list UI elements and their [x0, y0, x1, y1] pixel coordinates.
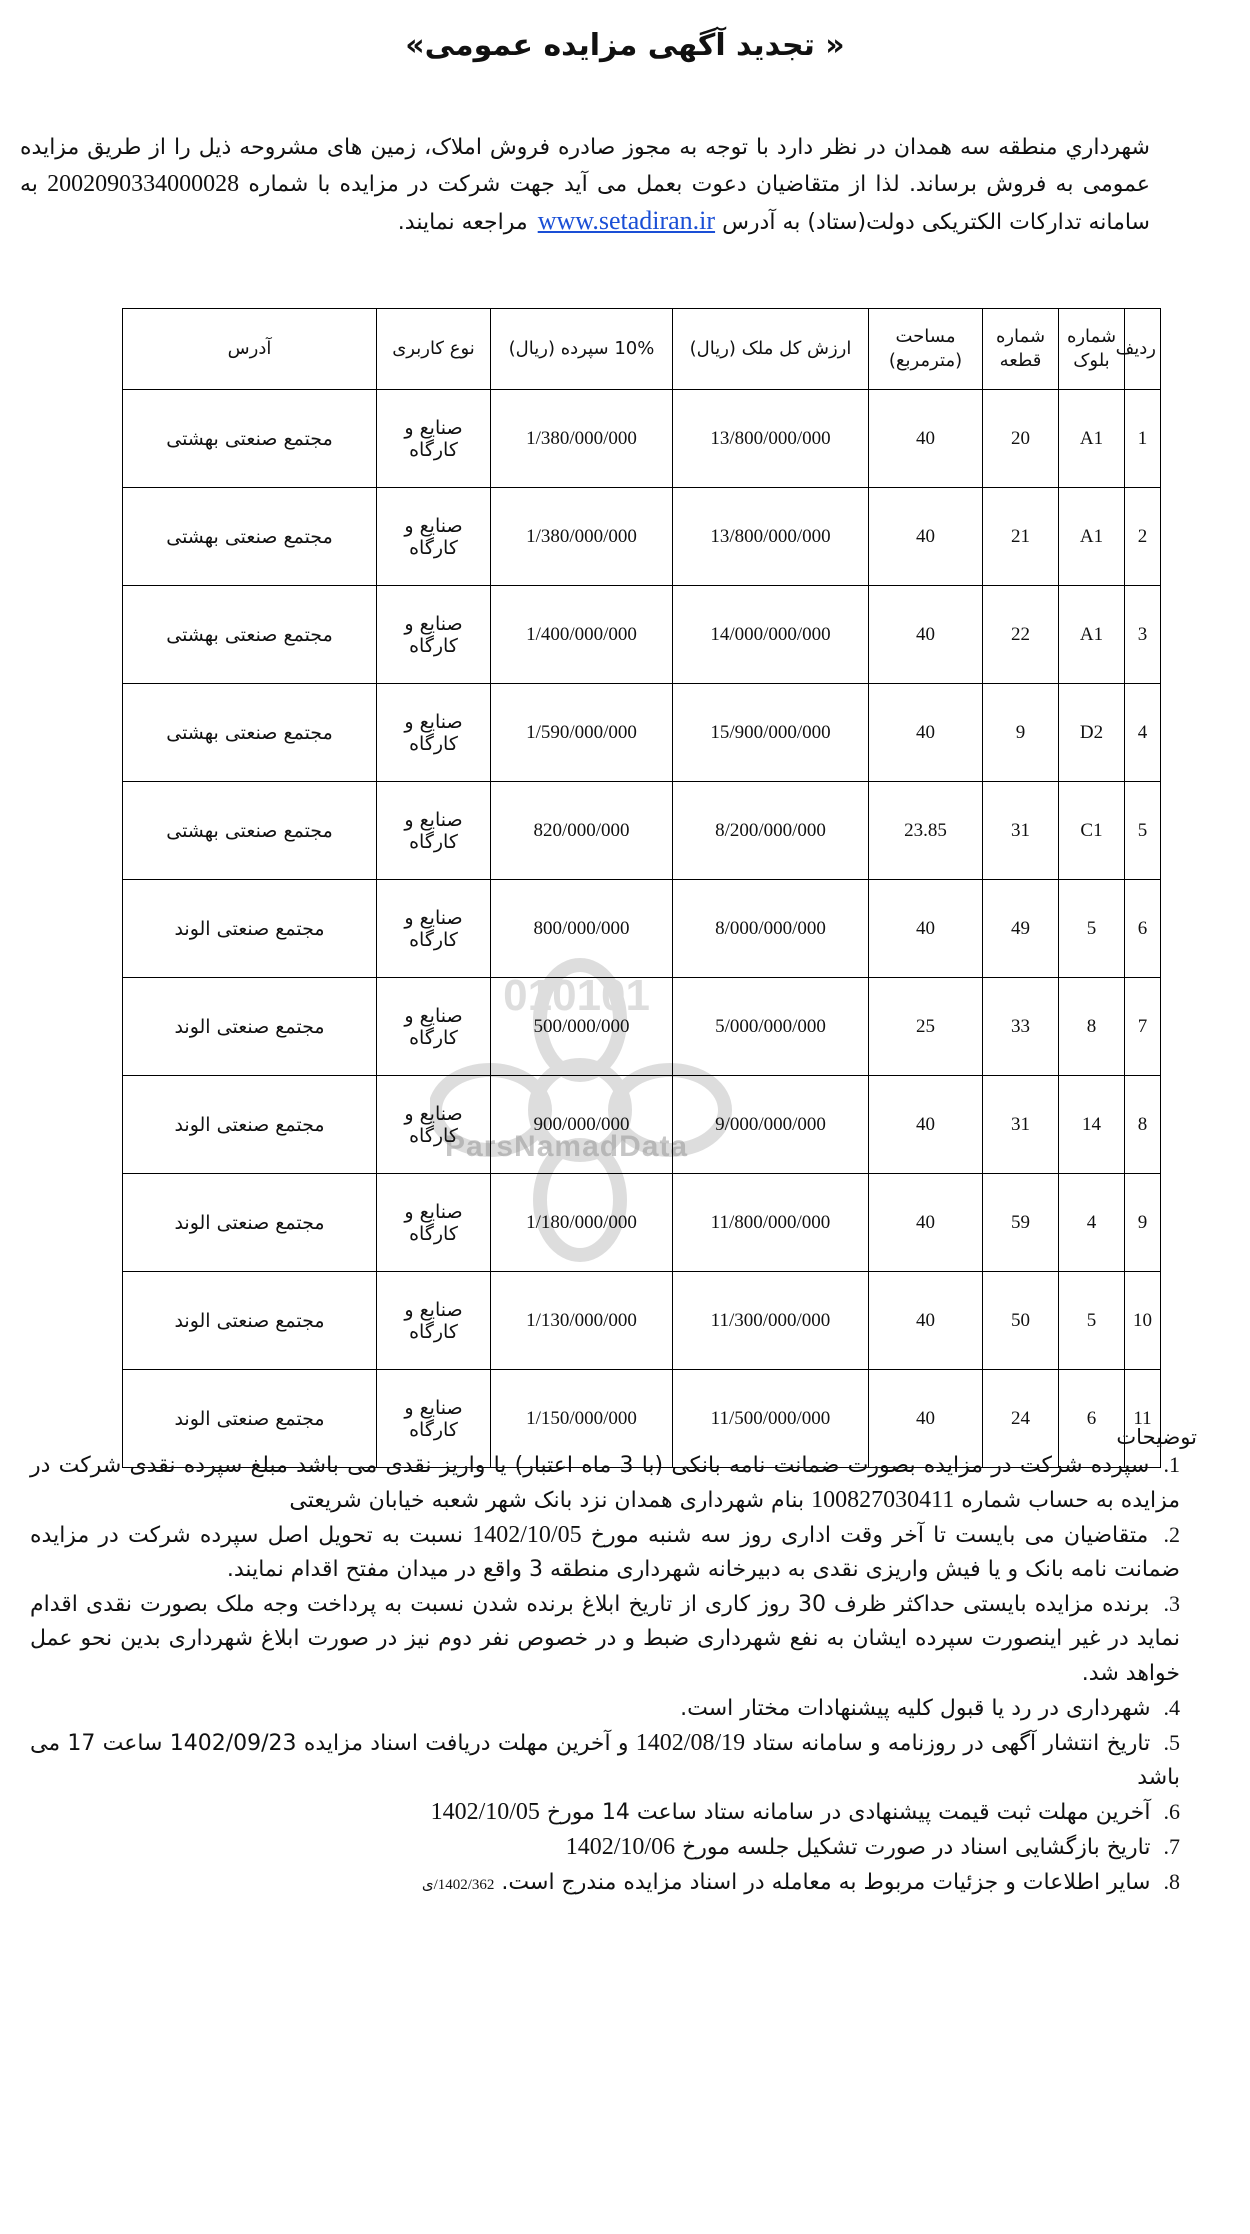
watermark-digits: 010101 — [503, 971, 650, 1020]
auction-table — [122, 308, 1161, 1468]
cell-plot: 24 — [983, 1370, 1059, 1468]
header-value: ارزش کل ملک (ريال) — [673, 309, 869, 390]
note-value: 1402/10/05 — [472, 1522, 582, 1548]
cell-plot: 50 — [983, 1272, 1059, 1370]
cell-area: 40 — [869, 1272, 983, 1370]
cell-deposit: 900/000/000 — [491, 1076, 673, 1174]
cell-usage: صنایع و کارگاه — [377, 1272, 491, 1370]
note-item — [30, 1518, 1180, 1587]
header-area: مساحت (مترمربع) — [869, 309, 983, 390]
header-row-number: ردیف — [1125, 309, 1161, 390]
cell-deposit: 820/000/000 — [491, 782, 673, 880]
cell-block: 6 — [1059, 1370, 1125, 1468]
cell-usage: صنایع و کارگاه — [377, 488, 491, 586]
cell-area: 40 — [869, 488, 983, 586]
cell-value: 11/300/000/000 — [673, 1272, 869, 1370]
note-text: سپرده شرکت در مزایده بصورت ضمانت نامه بانکی (با 3 ماه اعتبار) یا واریز نقدی می باشد مبلغ سپرده نقدی شرکت در مزایده به حساب شماره — [30, 1453, 1180, 1513]
table-header-row — [123, 309, 1161, 390]
cell-area: 40 — [869, 1174, 983, 1272]
notes-list — [30, 1448, 1180, 1902]
table-row — [123, 782, 1161, 880]
table-row — [123, 1272, 1161, 1370]
cell-value: 8/000/000/000 — [673, 880, 869, 978]
cell-plot: 9 — [983, 684, 1059, 782]
note-text-tail: بنام شهرداری همدان نزد بانک شهر شعبه خیابان شریعتی — [289, 1488, 805, 1513]
note-number: 3. — [1163, 1591, 1180, 1616]
cell-deposit: 800/000/000 — [491, 880, 673, 978]
table-row — [123, 586, 1161, 684]
cell-deposit: 1/380/000/000 — [491, 488, 673, 586]
cell-block: 4 — [1059, 1174, 1125, 1272]
cell-plot: 33 — [983, 978, 1059, 1076]
note-text: آخرین مهلت ثبت قیمت پیشنهادی در سامانه ستاد ساعت 14 مورخ — [546, 1800, 1151, 1825]
cell-block: A1 — [1059, 586, 1125, 684]
cell-row-number: 4 — [1125, 684, 1161, 782]
cell-plot: 20 — [983, 390, 1059, 488]
cell-usage: صنایع و کارگاه — [377, 880, 491, 978]
note-value: 1402/10/06 — [565, 1834, 676, 1860]
note-number: 4. — [1163, 1695, 1180, 1720]
cell-value: 8/200/000/000 — [673, 782, 869, 880]
table-row — [123, 978, 1161, 1076]
intro-text-1: شهرداري منطقه سه همدان در نظر دارد با توجه به مجوز صادره فروش املاک، زمین های مشروحه ذیل را از طریق مزایده عمومی به فروش برساند. لذا از متقاضیان دعوت بعمل می آید جهت شرکت در مزایده با شماره — [20, 135, 1150, 197]
cell-address: مجتمع صنعتی الوند — [123, 1370, 377, 1468]
cell-value: 11/800/000/000 — [673, 1174, 869, 1272]
cell-value: 14/000/000/000 — [673, 586, 869, 684]
cell-area: 40 — [869, 390, 983, 488]
cell-address: مجتمع صنعتی بهشتی — [123, 586, 377, 684]
cell-area: 40 — [869, 1076, 983, 1174]
cell-usage: صنایع و کارگاه — [377, 978, 491, 1076]
table-row — [123, 488, 1161, 586]
cell-block: 14 — [1059, 1076, 1125, 1174]
cell-block: 5 — [1059, 880, 1125, 978]
cell-usage: صنایع و کارگاه — [377, 390, 491, 488]
cell-block: 5 — [1059, 1272, 1125, 1370]
notes-heading: توضیحات — [1116, 1425, 1197, 1449]
cell-area: 40 — [869, 1370, 983, 1468]
cell-area: 40 — [869, 880, 983, 978]
intro-paragraph — [20, 130, 1150, 241]
note-value: 100827030411 — [811, 1487, 955, 1513]
cell-address: مجتمع صنعتی الوند — [123, 1076, 377, 1174]
header-plot: شماره قطعه — [983, 309, 1059, 390]
watermark-brand: ParsNamadData — [445, 1130, 689, 1163]
note-text: تاریخ انتشار آگهی در روزنامه و سامانه ستاد — [752, 1731, 1151, 1756]
cell-deposit: 1/380/000/000 — [491, 390, 673, 488]
cell-area: 40 — [869, 684, 983, 782]
cell-block: 8 — [1059, 978, 1125, 1076]
cell-usage: صنایع و کارگاه — [377, 1174, 491, 1272]
cell-deposit: 1/180/000/000 — [491, 1174, 673, 1272]
page-title: « تجدید آگهی مزایده عمومی» — [405, 28, 845, 63]
note-number: 7. — [1163, 1834, 1180, 1859]
cell-value: 13/800/000/000 — [673, 488, 869, 586]
cell-plot: 31 — [983, 782, 1059, 880]
note-text-tail: و آخرین مهلت دریافت اسناد مزایده 1402/09/23 ساعت 17 می باشد — [30, 1731, 1180, 1790]
cell-address: مجتمع صنعتی الوند — [123, 1174, 377, 1272]
note-item — [30, 1830, 1180, 1865]
cell-address: مجتمع صنعتی بهشتی — [123, 488, 377, 586]
cell-row-number: 9 — [1125, 1174, 1161, 1272]
note-text: برنده مزایده بایستی حداکثر ظرف 30 روز کاری از تاریخ ابلاغ برنده شدن نسبت به پرداخت وجه ملک بصورت نقدی اقدام نماید در غیر اینصورت سپرده ایشان به نفع شهرداری ضبط و در خصوص نفر دوم نیز در صورت ابلاغ شهرداری بدین نحو عمل خواهد شد. — [30, 1592, 1180, 1686]
cell-usage: صنایع و کارگاه — [377, 586, 491, 684]
intro-text-3: مراجعه نمایند. — [397, 210, 528, 235]
cell-value: 13/800/000/000 — [673, 390, 869, 488]
cell-row-number: 1 — [1125, 390, 1161, 488]
note-text: متقاضیان می بایست تا آخر وقت اداری روز سه شنبه مورخ — [590, 1523, 1149, 1548]
table-row — [123, 1174, 1161, 1272]
cell-row-number: 6 — [1125, 880, 1161, 978]
cell-address: مجتمع صنعتی بهشتی — [123, 684, 377, 782]
cell-value: 9/000/000/000 — [673, 1076, 869, 1174]
reference-code: 1402/362/ی — [421, 1877, 495, 1893]
tender-number: 2002090334000028 — [47, 171, 240, 197]
intro-text-2: به سامانه تدارکات الکتریکی دولت(ستاد) به آدرس — [20, 172, 1150, 235]
cell-value: 5/000/000/000 — [673, 978, 869, 1076]
note-item — [30, 1448, 1180, 1518]
cell-address: مجتمع صنعتی الوند — [123, 978, 377, 1076]
cell-deposit: 1/150/000/000 — [491, 1370, 673, 1468]
header-usage: نوع کاربری — [377, 309, 491, 390]
note-number: 6. — [1163, 1799, 1180, 1824]
cell-block: A1 — [1059, 488, 1125, 586]
note-value: 1402/08/19 — [635, 1730, 746, 1756]
table-row — [123, 1076, 1161, 1174]
cell-area: 23.85 — [869, 782, 983, 880]
note-number: 1. — [1163, 1452, 1180, 1477]
note-item — [30, 1726, 1180, 1795]
note-number: 8. — [1163, 1869, 1180, 1894]
cell-value: 11/500/000/000 — [673, 1370, 869, 1468]
cell-deposit: 1/590/000/000 — [491, 684, 673, 782]
cell-deposit: 1/400/000/000 — [491, 586, 673, 684]
note-number: 2. — [1163, 1522, 1181, 1547]
header-address: آدرس — [123, 309, 377, 390]
cell-usage: صنایع و کارگاه — [377, 1370, 491, 1468]
cell-block: D2 — [1059, 684, 1125, 782]
note-item — [30, 1795, 1180, 1830]
cell-plot: 22 — [983, 586, 1059, 684]
table-row — [123, 880, 1161, 978]
cell-address: مجتمع صنعتی بهشتی — [123, 390, 377, 488]
cell-value: 15/900/000/000 — [673, 684, 869, 782]
cell-row-number: 7 — [1125, 978, 1161, 1076]
cell-area: 25 — [869, 978, 983, 1076]
note-number: 5. — [1163, 1730, 1181, 1755]
cell-plot: 31 — [983, 1076, 1059, 1174]
cell-usage: صنایع و کارگاه — [377, 782, 491, 880]
note-item — [30, 1587, 1180, 1691]
cell-plot: 21 — [983, 488, 1059, 586]
table-row — [123, 684, 1161, 782]
table-row — [123, 390, 1161, 488]
cell-usage: صنایع و کارگاه — [377, 1076, 491, 1174]
header-block: شماره بلوک — [1059, 309, 1125, 390]
note-text: شهرداری در رد یا قبول کلیه پیشنهادات مختار است. — [680, 1696, 1151, 1721]
cell-area: 40 — [869, 586, 983, 684]
cell-plot: 49 — [983, 880, 1059, 978]
note-text-tail: نسبت به تحویل اصل سپرده شرکت در مزایده ضمانت نامه بانک و یا فیش واریزی نقدی به دبیرخانه شهرداری منطقه 3 واقع در میدان مفتح اقدام نمایند. — [30, 1523, 1180, 1582]
cell-usage: صنایع و کارگاه — [377, 684, 491, 782]
header-deposit: 10% سپرده (ريال) — [491, 309, 673, 390]
note-value: 1402/10/05 — [430, 1799, 540, 1825]
cell-row-number: 2 — [1125, 488, 1161, 586]
cell-block: A1 — [1059, 390, 1125, 488]
cell-row-number: 3 — [1125, 586, 1161, 684]
cell-row-number: 11 — [1125, 1370, 1161, 1468]
note-text: تاریخ بازگشایی اسناد در صورت تشکیل جلسه مورخ — [682, 1835, 1151, 1860]
cell-row-number: 8 — [1125, 1076, 1161, 1174]
cell-address: مجتمع صنعتی الوند — [123, 1272, 377, 1370]
cell-row-number: 5 — [1125, 782, 1161, 880]
cell-plot: 59 — [983, 1174, 1059, 1272]
cell-row-number: 10 — [1125, 1272, 1161, 1370]
cell-address: مجتمع صنعتی الوند — [123, 880, 377, 978]
cell-address: مجتمع صنعتی بهشتی — [123, 782, 377, 880]
note-text: سایر اطلاعات و جزئیات مربوط به معامله در اسناد مزایده مندرج است. — [501, 1870, 1151, 1895]
cell-block: C1 — [1059, 782, 1125, 880]
cell-deposit: 500/000/000 — [491, 978, 673, 1076]
note-item — [30, 1691, 1180, 1726]
cell-deposit: 1/130/000/000 — [491, 1272, 673, 1370]
note-item — [30, 1865, 1180, 1902]
setad-link[interactable]: www.setadiran.ir — [537, 206, 716, 235]
